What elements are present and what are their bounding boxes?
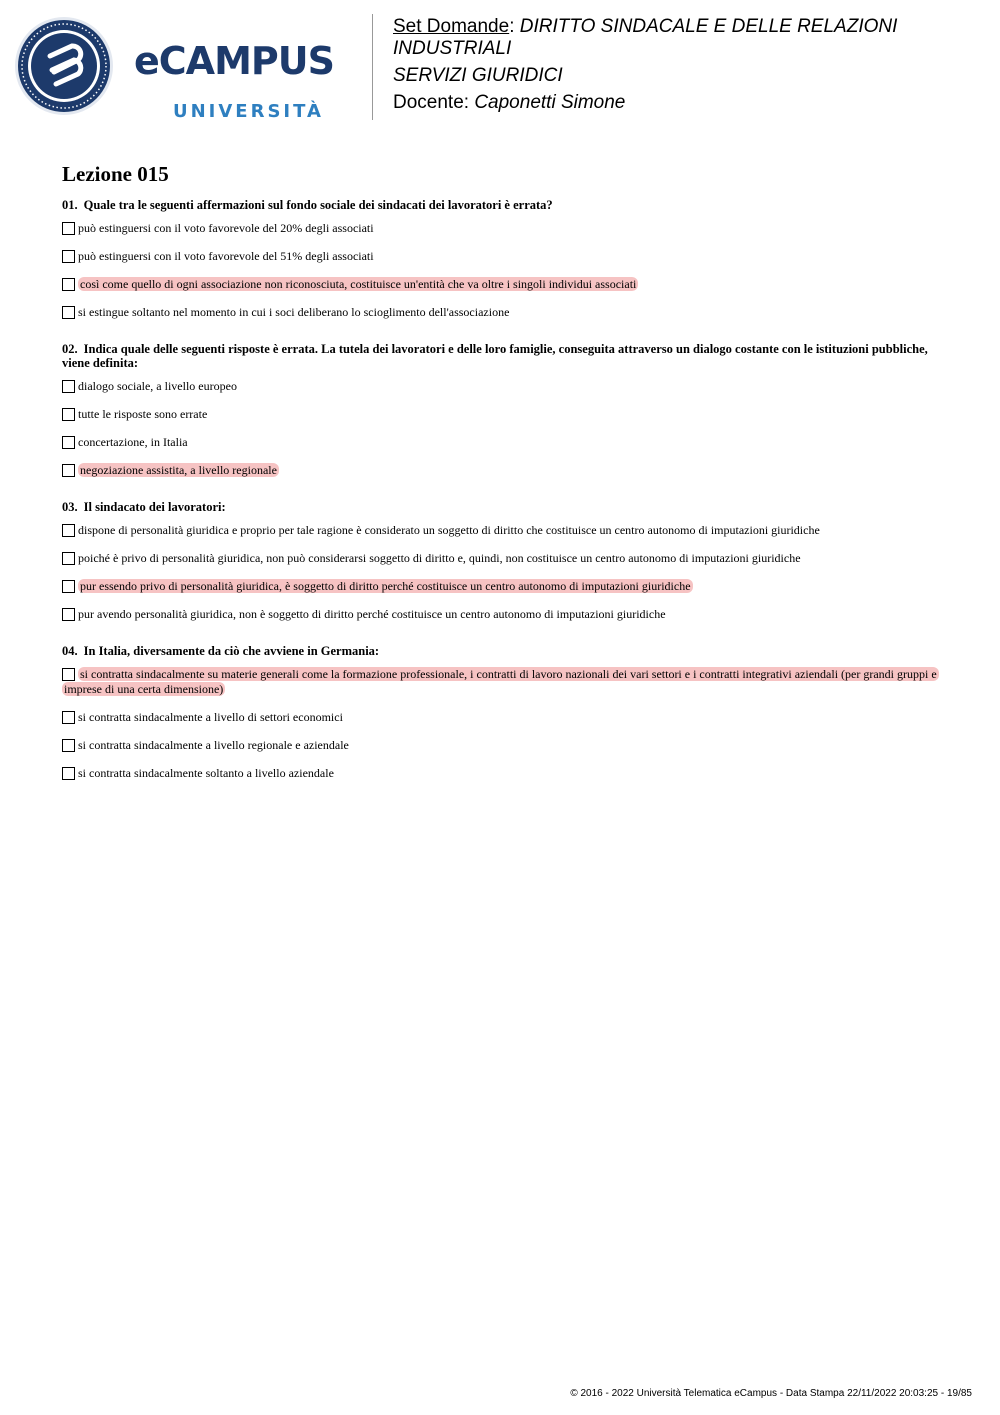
option-text-highlighted: così come quello di ogni associazione non riconosciuta, costituisce un'entità che va oltre i singoli individui associati	[80, 277, 637, 291]
teacher-name: Caponetti Simone	[474, 92, 626, 113]
option-highlighted	[62, 277, 937, 292]
option-text: pur avendo personalità giuridica, non è soggetto di diritto perché costituisce un centro autonomo di imputazioni giuridiche	[78, 607, 666, 621]
answer-checkbox[interactable]	[62, 767, 75, 780]
set-label: Set Domande	[393, 16, 510, 37]
option-text-highlighted: negoziazione assistita, a livello regionale	[80, 463, 277, 477]
answer-checkbox[interactable]	[62, 608, 75, 621]
option-text: si contratta sindacalmente a livello di settori economici	[78, 710, 343, 724]
option-text: può estinguersi con il voto favorevole del 20% degli associati	[78, 221, 374, 235]
answer-checkbox[interactable]	[62, 278, 75, 291]
option	[62, 305, 937, 320]
answer-checkbox[interactable]	[62, 380, 75, 393]
answer-checkbox[interactable]	[62, 250, 75, 263]
question-02	[62, 342, 937, 478]
course-name: DIRITTO SINDACALE E DELLE RELAZIONI INDUSTRIALI	[393, 16, 898, 59]
answer-checkbox[interactable]	[62, 436, 75, 449]
question-04	[62, 644, 937, 781]
answer-checkbox[interactable]	[62, 552, 75, 565]
logo-subtext: UNIVERSITÀ	[173, 101, 324, 122]
option-text: tutte le risposte sono errate	[78, 407, 208, 421]
teacher-label: Docente:	[393, 92, 470, 113]
option-text-highlighted: si contratta sindacalmente su materie generali come la formazione professionale, i contratti di lavoro nazionali dei vari settori e i contratti integrativi aziendali (per grandi gruppi e imprese di una certa dimensione)	[64, 667, 937, 696]
ecampus-logo	[14, 14, 359, 122]
option-highlighted	[62, 667, 937, 697]
option-highlighted	[62, 579, 937, 594]
answer-checkbox[interactable]	[62, 464, 75, 477]
option-highlighted	[62, 463, 937, 478]
answer-checkbox[interactable]	[62, 524, 75, 537]
course-info: Set Domande: DIRITTO SINDACALE E DELLE RELAZIONI INDUSTRIALI SERVIZI GIURIDICI Docente: Caponetti Simone	[393, 16, 983, 119]
option-text: concertazione, in Italia	[78, 435, 188, 449]
page-header	[0, 0, 1000, 130]
option-text: si contratta sindacalmente a livello regionale e aziendale	[78, 738, 349, 752]
option	[62, 407, 937, 422]
option-text-highlighted: pur essendo privo di personalità giuridica, è soggetto di diritto perché costituisce un centro autonomo di imputazioni giuridiche	[80, 579, 691, 593]
option	[62, 710, 937, 725]
page-footer: © 2016 - 2022 Università Telematica eCampus - Data Stampa 22/11/2022 20:03:25 - 19/85	[570, 1388, 972, 1399]
lesson-title: Lezione 015	[62, 162, 169, 186]
option-text: dialogo sociale, a livello europeo	[78, 379, 237, 393]
question-text: 03. Il sindacato dei lavoratori:	[62, 500, 226, 514]
option-text: può estinguersi con il voto favorevole del 51% degli associati	[78, 249, 374, 263]
option	[62, 738, 937, 753]
option	[62, 766, 937, 781]
option	[62, 379, 937, 394]
answer-checkbox[interactable]	[62, 668, 75, 681]
option-text: si estingue soltanto nel momento in cui i soci deliberano lo scioglimento dell'associazione	[78, 305, 510, 319]
question-03	[62, 500, 937, 622]
option-text: si contratta sindacalmente soltanto a livello aziendale	[78, 766, 334, 780]
question-set	[62, 160, 937, 803]
answer-checkbox[interactable]	[62, 580, 75, 593]
option	[62, 551, 937, 566]
answer-checkbox[interactable]	[62, 711, 75, 724]
answer-checkbox[interactable]	[62, 222, 75, 235]
option-text: poiché è privo di personalità giuridica, non può considerarsi soggetto di diritto e, quindi, non costituisce un centro autonomo di imputazioni giuridiche	[78, 551, 801, 565]
answer-checkbox[interactable]	[62, 408, 75, 421]
option-text: dispone di personalità giuridica e proprio per tale ragione è considerato un soggetto di diritto che costituisce un centro autonomo di imputazioni giuridiche	[78, 523, 820, 537]
answer-checkbox[interactable]	[62, 739, 75, 752]
option	[62, 523, 937, 538]
option	[62, 221, 937, 236]
question-text: 01. Quale tra le seguenti affermazioni sul fondo sociale dei sindacati dei lavoratori è errata?	[62, 198, 553, 212]
question-text: 04. In Italia, diversamente da ciò che avviene in Germania:	[62, 644, 380, 658]
degree-name: SERVIZI GIURIDICI	[393, 65, 563, 86]
question-01	[62, 198, 937, 320]
question-text: 02. Indica quale delle seguenti risposte è errata. La tutela dei lavoratori e delle loro famiglie, conseguita attraverso un dialogo costante con le istituzioni pubbliche, viene definita:	[62, 342, 928, 370]
university-seal-icon	[14, 16, 114, 116]
logo-wordmark: eCAMPUS	[134, 39, 334, 83]
answer-checkbox[interactable]	[62, 306, 75, 319]
option	[62, 249, 937, 264]
option	[62, 435, 937, 450]
header-divider	[372, 14, 373, 120]
option	[62, 607, 937, 622]
